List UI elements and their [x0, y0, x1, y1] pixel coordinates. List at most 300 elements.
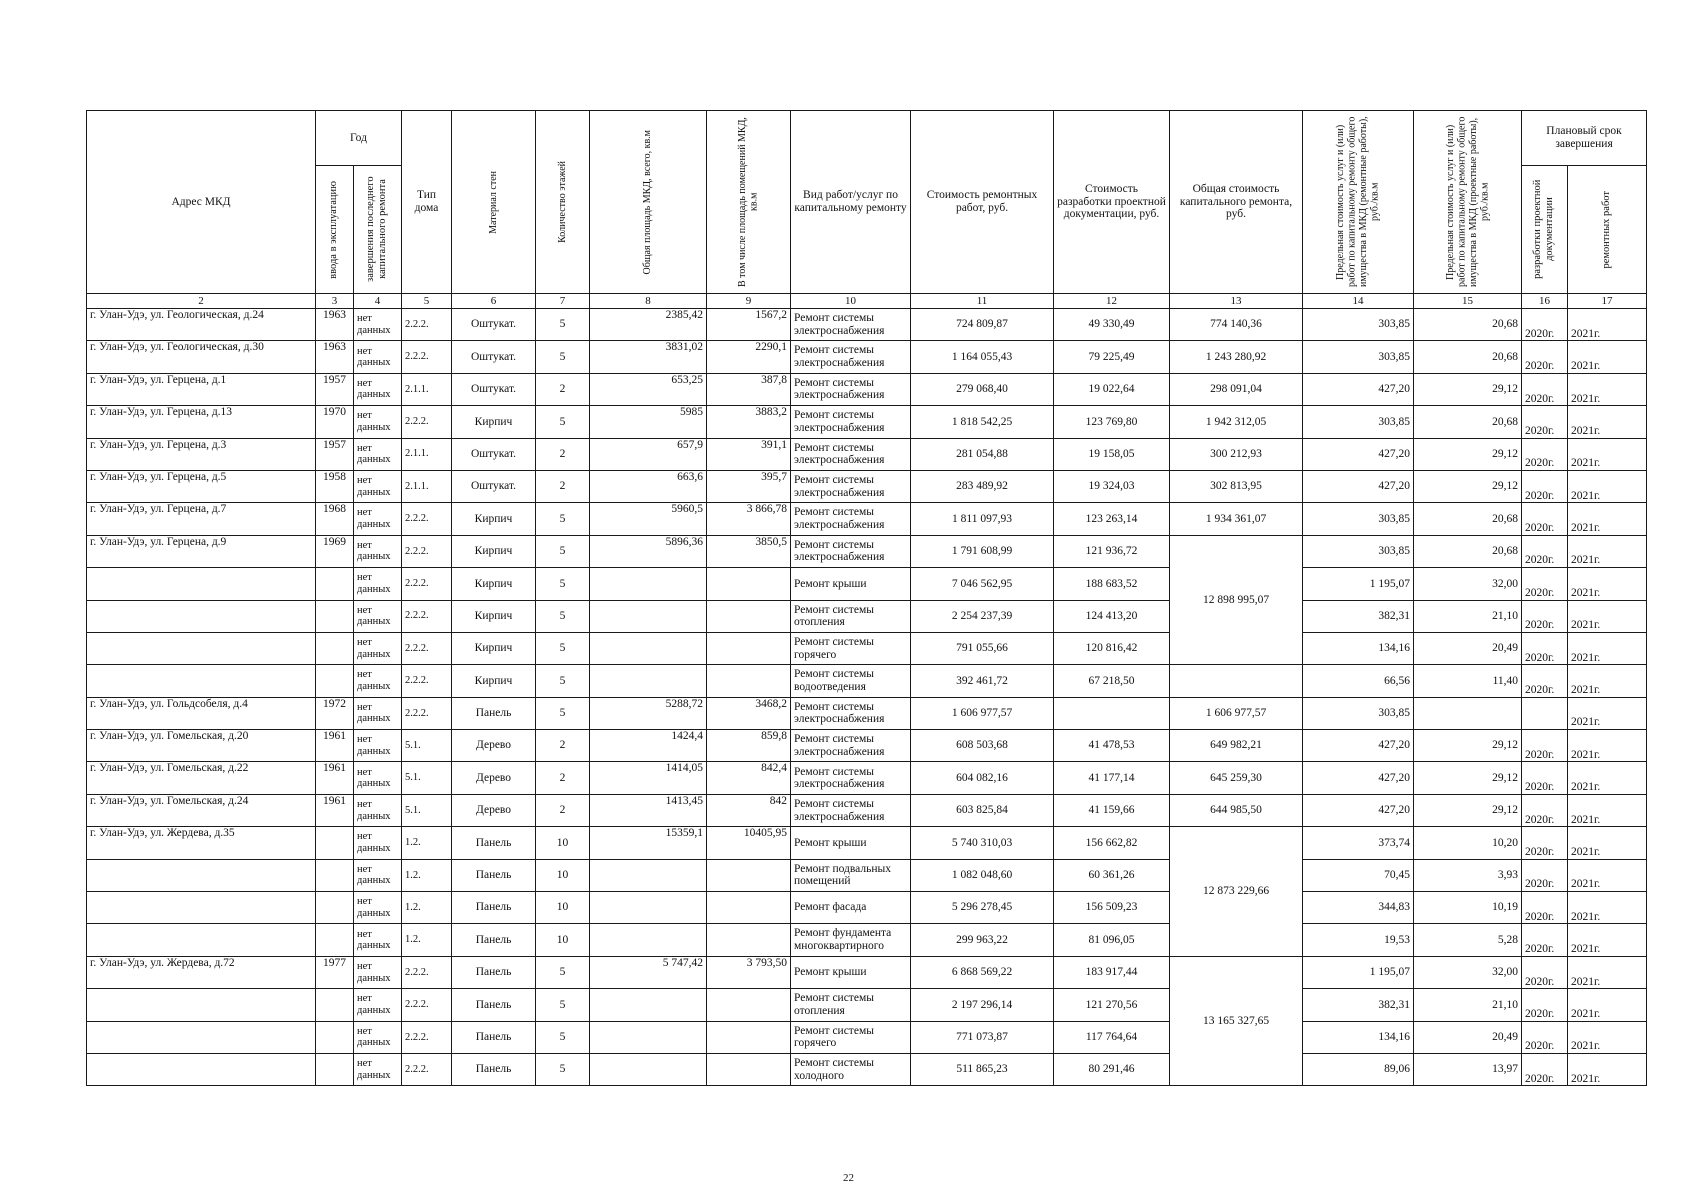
deadline-design-cell: 2020г. — [1522, 341, 1568, 373]
wall-material-cell: Кирпич — [452, 503, 536, 535]
deadline-repair-cell: 2021г. — [1568, 503, 1647, 535]
work-type-cell: Ремонт крыши — [791, 827, 911, 859]
limit-repair-cell: 427,20 — [1303, 794, 1414, 826]
house-type-cell: 2.2.2. — [402, 503, 452, 535]
header-year-last-repair: завершения последнего капитального ремонта — [354, 166, 402, 294]
deadline-repair-cell: 2021г. — [1568, 892, 1647, 924]
last-repair-cell: нет данных — [354, 859, 402, 891]
year-built-cell — [316, 859, 354, 891]
design-cost-cell: 123 263,14 — [1054, 503, 1170, 535]
header-wall-material: Материал стен — [452, 111, 536, 294]
last-repair-cell: нет данных — [354, 503, 402, 535]
repair-cost-cell: 1 164 055,43 — [911, 341, 1054, 373]
deadline-repair-cell: 2021г. — [1568, 406, 1647, 438]
header-year-built: ввода в эксплуатацию — [316, 166, 354, 294]
address-cell — [87, 1021, 316, 1053]
deadline-design-cell: 2020г. — [1522, 568, 1568, 600]
address-cell — [87, 665, 316, 697]
address-cell — [87, 924, 316, 956]
work-type-cell: Ремонт системы отопления — [791, 989, 911, 1021]
design-cost-cell: 60 361,26 — [1054, 859, 1170, 891]
premises-area-cell: 3 793,50 — [707, 956, 791, 988]
table-row — [87, 535, 1647, 567]
repair-cost-cell: 6 868 569,22 — [911, 956, 1054, 988]
design-cost-cell: 41 478,53 — [1054, 730, 1170, 762]
floors-cell: 5 — [536, 1021, 590, 1053]
address-cell — [87, 989, 316, 1021]
repair-cost-cell: 281 054,88 — [911, 438, 1054, 470]
limit-design-cell: 20,68 — [1414, 406, 1522, 438]
table-row — [87, 956, 1647, 988]
work-type-cell: Ремонт системы электроснабжения — [791, 794, 911, 826]
address-cell: г. Улан-Удэ, ул. Герцена, д.9 — [87, 535, 316, 567]
limit-repair-cell: 427,20 — [1303, 438, 1414, 470]
house-type-cell: 2.1.1. — [402, 438, 452, 470]
address-cell: г. Улан-Удэ, ул. Герцена, д.3 — [87, 438, 316, 470]
total-area-cell: 653,25 — [590, 373, 707, 405]
deadline-design-cell: 2020г. — [1522, 892, 1568, 924]
deadline-design-cell: 2020г. — [1522, 762, 1568, 794]
table-row — [87, 730, 1647, 762]
total-area-cell — [590, 1021, 707, 1053]
floors-cell: 5 — [536, 1053, 590, 1085]
design-cost-cell: 183 917,44 — [1054, 956, 1170, 988]
premises-area-cell: 395,7 — [707, 470, 791, 502]
table-row — [87, 827, 1647, 859]
total-area-cell: 1414,05 — [590, 762, 707, 794]
last-repair-cell: нет данных — [354, 406, 402, 438]
deadline-design-cell: 2020г. — [1522, 956, 1568, 988]
limit-repair-cell: 134,16 — [1303, 632, 1414, 664]
design-cost-cell: 49 330,49 — [1054, 309, 1170, 341]
table-row — [87, 1021, 1647, 1053]
year-built-cell: 1972 — [316, 697, 354, 729]
column-number: 7 — [536, 294, 590, 309]
total-area-cell — [590, 600, 707, 632]
design-cost-cell: 121 270,56 — [1054, 989, 1170, 1021]
address-cell: г. Улан-Удэ, ул. Герцена, д.5 — [87, 470, 316, 502]
limit-repair-cell: 382,31 — [1303, 600, 1414, 632]
year-built-cell — [316, 1021, 354, 1053]
floors-cell: 5 — [536, 600, 590, 632]
house-type-cell: 2.2.2. — [402, 535, 452, 567]
repair-cost-cell: 2 197 296,14 — [911, 989, 1054, 1021]
house-type-cell: 2.2.2. — [402, 309, 452, 341]
column-number: 17 — [1568, 294, 1647, 309]
premises-area-cell — [707, 665, 791, 697]
address-cell — [87, 892, 316, 924]
repair-cost-cell: 1 811 097,93 — [911, 503, 1054, 535]
deadline-repair-cell: 2021г. — [1568, 956, 1647, 988]
wall-material-cell: Кирпич — [452, 568, 536, 600]
limit-design-cell: 32,00 — [1414, 956, 1522, 988]
deadline-repair-cell: 2021г. — [1568, 730, 1647, 762]
work-type-cell: Ремонт системы электроснабжения — [791, 309, 911, 341]
last-repair-cell: нет данных — [354, 989, 402, 1021]
last-repair-cell: нет данных — [354, 568, 402, 600]
address-cell: г. Улан-Удэ, ул. Гомельская, д.24 — [87, 794, 316, 826]
house-type-cell: 2.2.2. — [402, 568, 452, 600]
total-area-cell: 657,9 — [590, 438, 707, 470]
work-type-cell: Ремонт системы горячего — [791, 632, 911, 664]
address-cell: г. Улан-Удэ, ул. Геологическая, д.24 — [87, 309, 316, 341]
limit-design-cell: 20,68 — [1414, 309, 1522, 341]
repair-cost-cell: 1 818 542,25 — [911, 406, 1054, 438]
house-type-cell: 2.2.2. — [402, 956, 452, 988]
address-cell: г. Улан-Удэ, ул. Гомельская, д.20 — [87, 730, 316, 762]
year-built-cell — [316, 1053, 354, 1085]
total-cost-cell: 12 873 229,66 — [1170, 827, 1303, 957]
limit-design-cell: 29,12 — [1414, 762, 1522, 794]
limit-design-cell: 13,97 — [1414, 1053, 1522, 1085]
total-area-cell — [590, 924, 707, 956]
year-built-cell: 1977 — [316, 956, 354, 988]
limit-repair-cell: 1 195,07 — [1303, 956, 1414, 988]
last-repair-cell: нет данных — [354, 697, 402, 729]
repair-cost-cell: 511 865,23 — [911, 1053, 1054, 1085]
deadline-design-cell: 2020г. — [1522, 1021, 1568, 1053]
deadline-repair-cell: 2021г. — [1568, 989, 1647, 1021]
column-number: 13 — [1170, 294, 1303, 309]
design-cost-cell: 79 225,49 — [1054, 341, 1170, 373]
total-area-cell — [590, 989, 707, 1021]
wall-material-cell: Кирпич — [452, 600, 536, 632]
repair-cost-cell: 279 068,40 — [911, 373, 1054, 405]
repair-cost-cell: 1 606 977,57 — [911, 697, 1054, 729]
header-premises-area: В том числе площадь помещений МКД, кв.м — [707, 111, 791, 294]
address-cell — [87, 568, 316, 600]
header-year-group: Год — [316, 111, 402, 166]
address-cell: г. Улан-Удэ, ул. Геологическая, д.30 — [87, 341, 316, 373]
floors-cell: 10 — [536, 892, 590, 924]
deadline-repair-cell: 2021г. — [1568, 697, 1647, 729]
capital-repair-table — [86, 110, 1647, 1086]
limit-design-cell — [1414, 697, 1522, 729]
table-row — [87, 309, 1647, 341]
total-area-cell: 2385,42 — [590, 309, 707, 341]
limit-repair-cell: 134,16 — [1303, 1021, 1414, 1053]
wall-material-cell: Панель — [452, 1053, 536, 1085]
house-type-cell: 1.2. — [402, 827, 452, 859]
floors-cell: 5 — [536, 341, 590, 373]
year-built-cell: 1957 — [316, 438, 354, 470]
table-row — [87, 470, 1647, 502]
repair-cost-cell: 604 082,16 — [911, 762, 1054, 794]
limit-design-cell: 29,12 — [1414, 470, 1522, 502]
total-area-cell: 5 747,42 — [590, 956, 707, 988]
last-repair-cell: нет данных — [354, 956, 402, 988]
deadline-repair-cell: 2021г. — [1568, 632, 1647, 664]
column-number: 6 — [452, 294, 536, 309]
column-number: 14 — [1303, 294, 1414, 309]
repair-cost-cell: 608 503,68 — [911, 730, 1054, 762]
premises-area-cell: 1567,2 — [707, 309, 791, 341]
work-type-cell: Ремонт системы электроснабжения — [791, 470, 911, 502]
limit-repair-cell: 303,85 — [1303, 309, 1414, 341]
house-type-cell: 2.1.1. — [402, 373, 452, 405]
limit-repair-cell: 427,20 — [1303, 762, 1414, 794]
design-cost-cell: 80 291,46 — [1054, 1053, 1170, 1085]
premises-area-cell — [707, 989, 791, 1021]
floors-cell: 2 — [536, 794, 590, 826]
table-row — [87, 924, 1647, 956]
deadline-design-cell: 2020г. — [1522, 600, 1568, 632]
address-cell: г. Улан-Удэ, ул. Герцена, д.13 — [87, 406, 316, 438]
year-built-cell: 1963 — [316, 341, 354, 373]
wall-material-cell: Панель — [452, 956, 536, 988]
premises-area-cell: 842 — [707, 794, 791, 826]
house-type-cell: 2.1.1. — [402, 470, 452, 502]
repair-cost-cell: 7 046 562,95 — [911, 568, 1054, 600]
total-area-cell: 5960,5 — [590, 503, 707, 535]
deadline-repair-cell: 2021г. — [1568, 373, 1647, 405]
total-cost-cell: 12 898 995,07 — [1170, 535, 1303, 665]
floors-cell: 5 — [536, 568, 590, 600]
last-repair-cell: нет данных — [354, 730, 402, 762]
wall-material-cell: Дерево — [452, 762, 536, 794]
table-row — [87, 568, 1647, 600]
total-area-cell — [590, 859, 707, 891]
wall-material-cell: Панель — [452, 859, 536, 891]
deadline-repair-cell: 2021г. — [1568, 438, 1647, 470]
table-row — [87, 892, 1647, 924]
premises-area-cell — [707, 600, 791, 632]
deadline-design-cell: 2020г. — [1522, 665, 1568, 697]
limit-repair-cell: 19,53 — [1303, 924, 1414, 956]
design-cost-cell — [1054, 697, 1170, 729]
table-row — [87, 794, 1647, 826]
last-repair-cell: нет данных — [354, 535, 402, 567]
premises-area-cell — [707, 1053, 791, 1085]
header-limit-design: Предельная стоимость услуг и (или) работ по капитальному ремонту общего имущества в МКД (проектные работы), руб./кв.м — [1414, 111, 1522, 294]
wall-material-cell: Панель — [452, 989, 536, 1021]
work-type-cell: Ремонт крыши — [791, 956, 911, 988]
address-cell — [87, 1053, 316, 1085]
house-type-cell: 2.2.2. — [402, 697, 452, 729]
limit-repair-cell: 303,85 — [1303, 406, 1414, 438]
wall-material-cell: Оштукат. — [452, 470, 536, 502]
wall-material-cell: Панель — [452, 697, 536, 729]
last-repair-cell: нет данных — [354, 762, 402, 794]
address-cell: г. Улан-Удэ, ул. Жердева, д.72 — [87, 956, 316, 988]
year-built-cell — [316, 827, 354, 859]
wall-material-cell: Оштукат. — [452, 309, 536, 341]
premises-area-cell — [707, 1021, 791, 1053]
house-type-cell: 5.1. — [402, 730, 452, 762]
table-row — [87, 600, 1647, 632]
design-cost-cell: 19 324,03 — [1054, 470, 1170, 502]
year-built-cell — [316, 632, 354, 664]
limit-design-cell: 29,12 — [1414, 438, 1522, 470]
table-row — [87, 989, 1647, 1021]
column-number: 5 — [402, 294, 452, 309]
deadline-design-cell: 2020г. — [1522, 730, 1568, 762]
wall-material-cell: Оштукат. — [452, 341, 536, 373]
floors-cell: 5 — [536, 535, 590, 567]
column-number: 3 — [316, 294, 354, 309]
floors-cell: 2 — [536, 762, 590, 794]
deadline-repair-cell: 2021г. — [1568, 827, 1647, 859]
premises-area-cell: 387,8 — [707, 373, 791, 405]
design-cost-cell: 188 683,52 — [1054, 568, 1170, 600]
deadline-repair-cell: 2021г. — [1568, 794, 1647, 826]
floors-cell: 2 — [536, 438, 590, 470]
column-number: 16 — [1522, 294, 1568, 309]
house-type-cell: 5.1. — [402, 762, 452, 794]
total-cost-cell: 1 942 312,05 — [1170, 406, 1303, 438]
repair-cost-cell: 1 082 048,60 — [911, 859, 1054, 891]
wall-material-cell: Оштукат. — [452, 373, 536, 405]
design-cost-cell: 117 764,64 — [1054, 1021, 1170, 1053]
premises-area-cell: 3883,2 — [707, 406, 791, 438]
column-number: 4 — [354, 294, 402, 309]
limit-repair-cell: 89,06 — [1303, 1053, 1414, 1085]
total-cost-cell: 774 140,36 — [1170, 309, 1303, 341]
floors-cell: 2 — [536, 470, 590, 502]
limit-design-cell: 20,49 — [1414, 1021, 1522, 1053]
limit-design-cell: 5,28 — [1414, 924, 1522, 956]
header-floors: Количество этажей — [536, 111, 590, 294]
limit-design-cell: 20,68 — [1414, 535, 1522, 567]
table-row — [87, 406, 1647, 438]
year-built-cell: 1969 — [316, 535, 354, 567]
address-cell: г. Улан-Удэ, ул. Гольдсобеля, д.4 — [87, 697, 316, 729]
premises-area-cell: 3468,2 — [707, 697, 791, 729]
work-type-cell: Ремонт системы электроснабжения — [791, 697, 911, 729]
year-built-cell — [316, 568, 354, 600]
floors-cell: 5 — [536, 697, 590, 729]
header-house-type: Тип дома — [402, 111, 452, 294]
wall-material-cell: Панель — [452, 827, 536, 859]
total-area-cell: 663,6 — [590, 470, 707, 502]
total-area-cell — [590, 665, 707, 697]
premises-area-cell: 2290,1 — [707, 341, 791, 373]
deadline-repair-cell: 2021г. — [1568, 568, 1647, 600]
limit-repair-cell: 427,20 — [1303, 730, 1414, 762]
total-cost-cell: 644 985,50 — [1170, 794, 1303, 826]
wall-material-cell: Панель — [452, 1021, 536, 1053]
design-cost-cell: 124 413,20 — [1054, 600, 1170, 632]
wall-material-cell: Оштукат. — [452, 438, 536, 470]
floors-cell: 5 — [536, 956, 590, 988]
column-number: 12 — [1054, 294, 1170, 309]
limit-repair-cell: 303,85 — [1303, 341, 1414, 373]
floors-cell: 5 — [536, 503, 590, 535]
deadline-repair-cell: 2021г. — [1568, 535, 1647, 567]
total-cost-cell: 300 212,93 — [1170, 438, 1303, 470]
work-type-cell: Ремонт системы электроснабжения — [791, 503, 911, 535]
year-built-cell: 1961 — [316, 762, 354, 794]
floors-cell: 10 — [536, 827, 590, 859]
header-work-type: Вид работ/услуг по капитальному ремонту — [791, 111, 911, 294]
house-type-cell: 2.2.2. — [402, 989, 452, 1021]
work-type-cell: Ремонт системы водоотведения — [791, 665, 911, 697]
header-total-area: Общая площадь МКД, всего, кв.м — [590, 111, 707, 294]
total-cost-cell: 302 813,95 — [1170, 470, 1303, 502]
limit-design-cell: 32,00 — [1414, 568, 1522, 600]
column-number: 11 — [911, 294, 1054, 309]
last-repair-cell: нет данных — [354, 438, 402, 470]
total-cost-cell: 1 934 361,07 — [1170, 503, 1303, 535]
house-type-cell: 2.2.2. — [402, 341, 452, 373]
work-type-cell: Ремонт системы электроснабжения — [791, 341, 911, 373]
work-type-cell: Ремонт фасада — [791, 892, 911, 924]
design-cost-cell: 19 158,05 — [1054, 438, 1170, 470]
deadline-design-cell: 2020г. — [1522, 924, 1568, 956]
total-area-cell: 5896,36 — [590, 535, 707, 567]
address-cell: г. Улан-Удэ, ул. Гомельская, д.22 — [87, 762, 316, 794]
limit-design-cell: 29,12 — [1414, 794, 1522, 826]
column-number: 2 — [87, 294, 316, 309]
repair-cost-cell: 392 461,72 — [911, 665, 1054, 697]
limit-repair-cell: 427,20 — [1303, 470, 1414, 502]
year-built-cell — [316, 989, 354, 1021]
table-row — [87, 859, 1647, 891]
repair-cost-cell: 603 825,84 — [911, 794, 1054, 826]
work-type-cell: Ремонт подвальных помещений — [791, 859, 911, 891]
premises-area-cell: 3850,5 — [707, 535, 791, 567]
design-cost-cell: 67 218,50 — [1054, 665, 1170, 697]
deadline-repair-cell: 2021г. — [1568, 309, 1647, 341]
floors-cell: 5 — [536, 665, 590, 697]
floors-cell: 10 — [536, 924, 590, 956]
limit-design-cell: 3,93 — [1414, 859, 1522, 891]
house-type-cell: 1.2. — [402, 892, 452, 924]
wall-material-cell: Панель — [452, 892, 536, 924]
year-built-cell: 1957 — [316, 373, 354, 405]
deadline-design-cell: 2020г. — [1522, 373, 1568, 405]
table-row — [87, 665, 1647, 697]
limit-repair-cell: 303,85 — [1303, 503, 1414, 535]
deadline-design-cell: 2020г. — [1522, 309, 1568, 341]
header-deadline-design: разработки проектной документации — [1522, 166, 1568, 294]
wall-material-cell: Дерево — [452, 730, 536, 762]
address-cell — [87, 600, 316, 632]
limit-design-cell: 29,12 — [1414, 730, 1522, 762]
repair-cost-cell: 791 055,66 — [911, 632, 1054, 664]
table-row — [87, 1053, 1647, 1085]
deadline-repair-cell: 2021г. — [1568, 859, 1647, 891]
total-area-cell: 1424,4 — [590, 730, 707, 762]
design-cost-cell: 120 816,42 — [1054, 632, 1170, 664]
limit-repair-cell: 373,74 — [1303, 827, 1414, 859]
floors-cell: 5 — [536, 989, 590, 1021]
repair-cost-cell: 1 791 608,99 — [911, 535, 1054, 567]
limit-design-cell: 21,10 — [1414, 989, 1522, 1021]
work-type-cell: Ремонт фундамента многоквартирного — [791, 924, 911, 956]
design-cost-cell: 41 159,66 — [1054, 794, 1170, 826]
limit-repair-cell: 427,20 — [1303, 373, 1414, 405]
table-body — [87, 309, 1647, 1086]
last-repair-cell: нет данных — [354, 470, 402, 502]
deadline-design-cell: 2020г. — [1522, 1053, 1568, 1085]
premises-area-cell — [707, 568, 791, 600]
last-repair-cell: нет данных — [354, 309, 402, 341]
header-limit-repair: Предельная стоимость услуг и (или) работ по капитальному ремонту общего имущества в МКД (ремонтные работы), руб./кв.м — [1303, 111, 1414, 294]
design-cost-cell: 156 662,82 — [1054, 827, 1170, 859]
limit-design-cell: 29,12 — [1414, 373, 1522, 405]
repair-cost-cell: 2 254 237,39 — [911, 600, 1054, 632]
floors-cell: 5 — [536, 309, 590, 341]
total-cost-cell: 13 165 327,65 — [1170, 956, 1303, 1086]
header-deadline-group: Плановый срок завершения — [1522, 111, 1647, 166]
year-built-cell: 1970 — [316, 406, 354, 438]
year-built-cell — [316, 600, 354, 632]
column-number: 10 — [791, 294, 911, 309]
wall-material-cell: Панель — [452, 924, 536, 956]
work-type-cell: Ремонт крыши — [791, 568, 911, 600]
limit-design-cell: 10,20 — [1414, 827, 1522, 859]
